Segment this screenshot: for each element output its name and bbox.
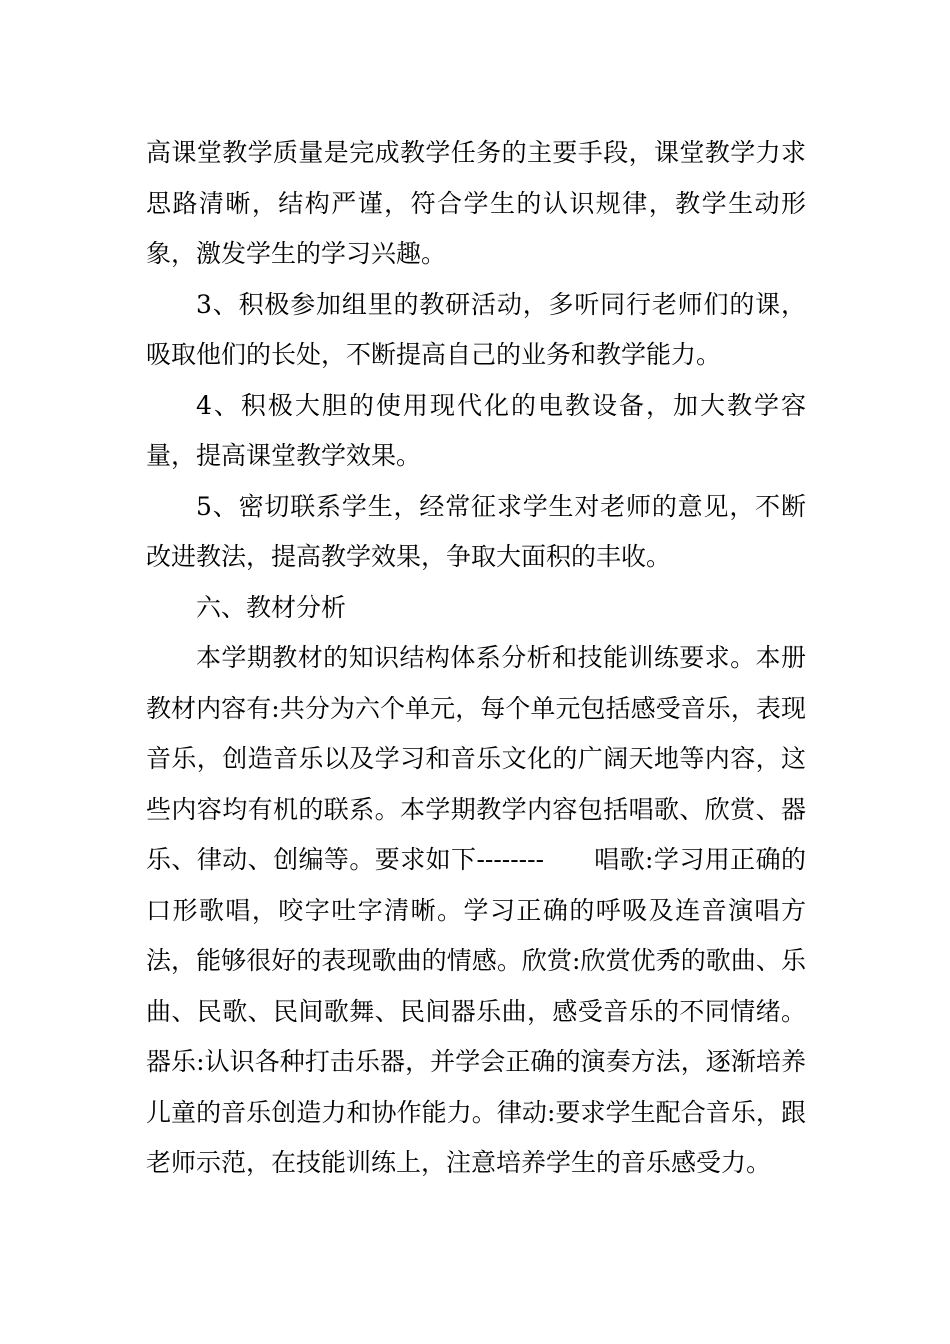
paragraph-item-5: 5、密切联系学生，经常征求学生对老师的意见，不断改进教法，提高教学效果，争取大面积的丰收。 <box>146 491 806 571</box>
paragraph-teaching-quality: 高课堂教学质量是完成教学任务的主要手段，课堂教学力求思路清晰，结构严谨，符合学生的认识规律，教学生动形象，激发学生的学习兴趣。 <box>146 138 806 268</box>
paragraph-item-3: 3、积极参加组里的教研活动，多听同行老师们的课，吸取他们的长处，不断提高自己的业务和教学能力。 <box>146 289 806 369</box>
paragraph-textbook-analysis: 本学期教材的知识结构体系分析和技能训练要求。本册教材内容有:共分为六个单元，每个单元包括感受音乐，表现音乐，创造音乐以及学习和音乐文化的广阔天地等内容，这些内容均有机的联系。本学期教学内容包括唱歌、欣赏、器乐、律动、创编等。要求如下-------- 唱歌:学习用正确的口形歌唱，咬字吐字清晰。学习正确的呼吸及连音演唱方法，能够很好的表现歌曲的情感。欣赏:欣赏优秀的歌曲、乐曲、民歌、民间歌舞、民间器乐曲，感受音乐的不同情绪。器乐:认识各种打击乐器，并学会正确的演奏方法，逐渐培养儿童的音乐创造力和协作能力。律动:要求学生配合音乐，跟老师示范，在技能训练上，注意培养学生的音乐感受力。 <box>146 643 806 1177</box>
section-heading-textbook-analysis: 六、教材分析 <box>196 592 347 622</box>
paragraph-item-4: 4、积极大胆的使用现代化的电教设备，加大教学容量，提高课堂教学效果。 <box>146 390 806 470</box>
document-page <box>146 128 806 1189</box>
